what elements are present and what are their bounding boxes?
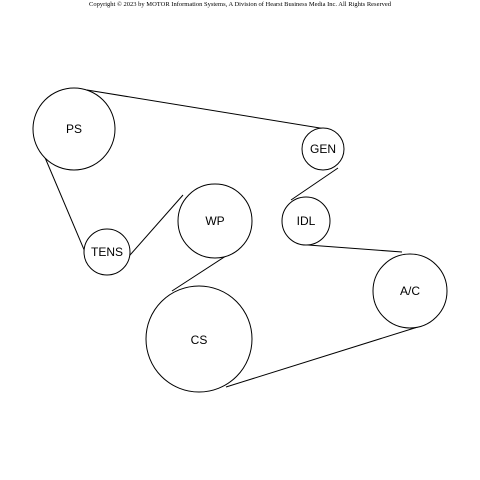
pulley-label-wp: WP: [205, 214, 225, 228]
belt-segment-ps-gen: [87, 90, 326, 129]
pulley-label-idl: IDL: [296, 214, 316, 228]
pulley-ac: [373, 254, 447, 328]
pulley-label-ac: A/C: [399, 284, 421, 298]
pulley-label-tens: TENS: [90, 245, 124, 259]
pulley-ps: [33, 88, 115, 170]
belt-segment-cs-wp: [172, 252, 232, 291]
pulley-cs: [146, 286, 252, 392]
pulley-gen: [302, 128, 344, 170]
pulley-tens: [84, 229, 130, 275]
belt-segment-gen-idl: [291, 168, 338, 200]
belt-segment-ac-cs: [226, 326, 421, 387]
pulley-label-gen: GEN: [309, 142, 337, 156]
belt-segment-wp-tens: [123, 195, 183, 263]
pulley-label-ps: PS: [65, 122, 83, 136]
pulley-wp: [178, 184, 252, 258]
copyright-notice: Copyright © 2023 by MOTOR Information Systems, A Division of Hearst Business Media Inc. All Rights Reserved: [89, 1, 391, 8]
pulley-label-cs: CS: [190, 333, 208, 347]
pulley-idl: [282, 197, 330, 245]
belt-segment-idl-ac: [308, 245, 402, 252]
